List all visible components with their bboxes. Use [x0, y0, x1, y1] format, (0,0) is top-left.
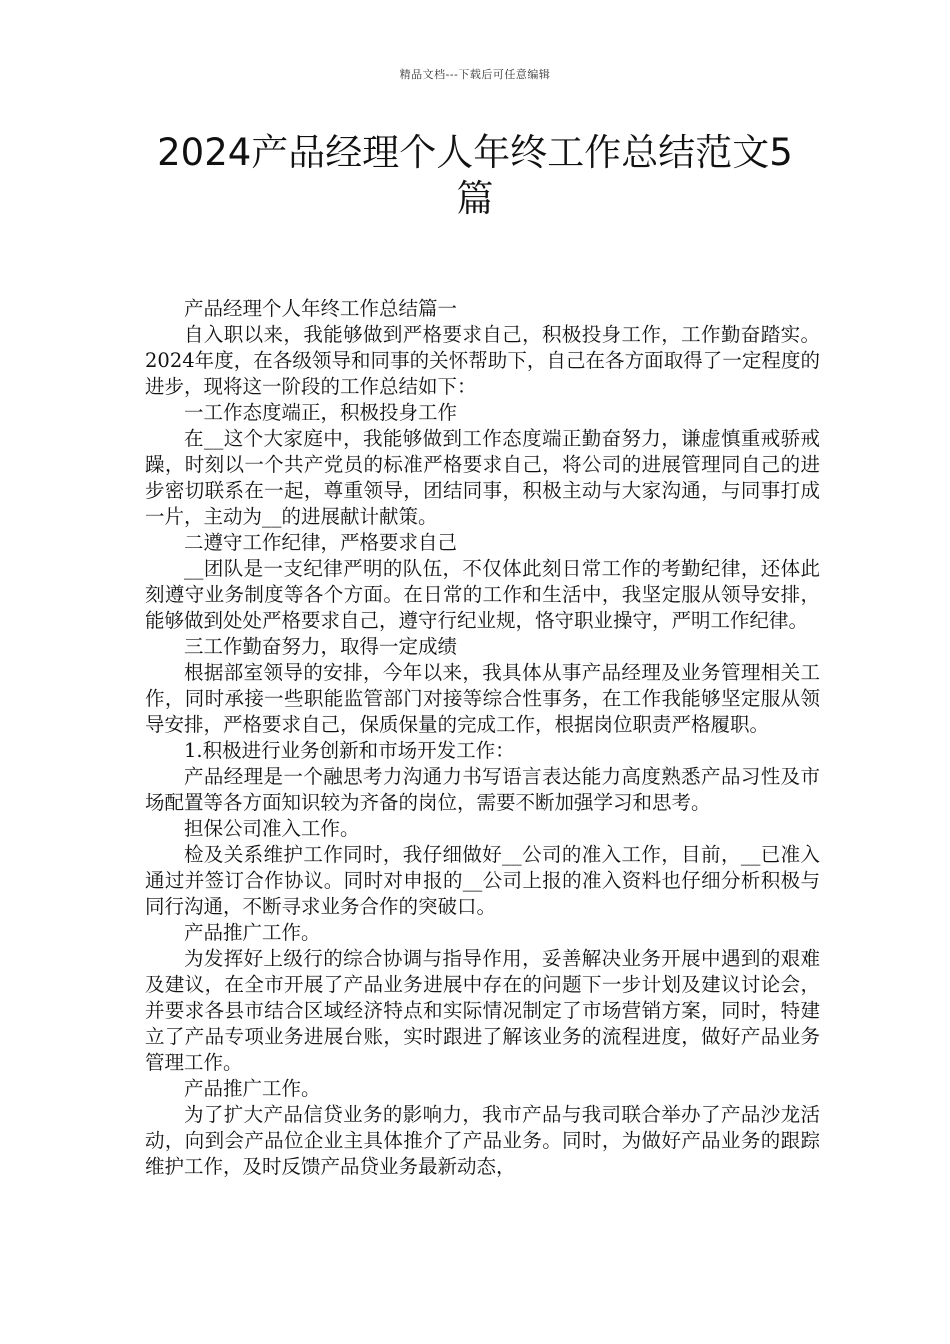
- paragraph: 为了扩大产品信贷业务的影响力，我市产品与我司联合举办了产品沙龙活动，向到会产品位企业主具体推介了产品业务。同时，为做好产品业务的跟踪维护工作，及时反馈产品贷业务最新动态，: [145, 1103, 820, 1178]
- subsection-heading: 产品推广工作。: [184, 1077, 321, 1100]
- subsection-heading: 1.积极进行业务创新和市场开发工作：: [184, 739, 515, 762]
- title-line-2: 篇: [456, 177, 494, 220]
- section-heading: 一工作态度端正，积极投身工作: [184, 401, 458, 424]
- section-heading: 二遵守工作纪律，严格要求自己: [184, 531, 458, 554]
- document-title: [140, 130, 810, 222]
- subsection-heading: 产品推广工作。: [184, 921, 321, 944]
- paragraph: 根据部室领导的安排，今年以来，我具体从事产品经理及业务管理相关工作，同时承接一些职能监管部门对接等综合性事务，在工作我能够坚定服从领导安排，严格要求自己，保质保量的完成工作，根据岗位职责严格履职。: [145, 661, 820, 736]
- paragraph: 产品经理是一个融思考力沟通力书写语言表达能力高度熟悉产品习性及市场配置等各方面知识较为齐备的岗位，需要不断加强学习和思考。: [145, 765, 820, 814]
- paragraph: 为发挥好上级行的综合协调与指导作用，妥善解决业务开展中遇到的艰难及建议，在全市开展了产品业务进展中存在的问题下一步计划及建议讨论会，并要求各县市结合区域经济特点和实际情况制定了市场营销方案，同时，特建立了产品专项业务进展台账，实时跟进了解该业务的流程进度，做好产品业务管理工作。: [145, 947, 820, 1074]
- subsection-heading: 担保公司准入工作。: [184, 817, 360, 840]
- section-heading: 三工作勤奋努力，取得一定成绩: [184, 635, 458, 658]
- title-line-1: 2024产品经理个人年终工作总结范文5: [157, 131, 793, 174]
- paragraph: 检及关系维护工作同时，我仔细做好__公司的准入工作，目前，__已准入通过并签订合作协议。同时对申报的__公司上报的准入资料也仔细分析积极与同行沟通，不断寻求业务合作的突破口。: [145, 843, 820, 918]
- paragraph: __团队是一支纪律严明的队伍，不仅体此刻日常工作的考勤纪律，还体此刻遵守业务制度等各个方面。在日常的工作和生活中，我坚定服从领导安排，能够做到处处严格要求自己，遵守行纪业规，恪守职业操守，严明工作纪律。: [145, 557, 820, 632]
- paragraph: 在__这个大家庭中，我能够做到工作态度端正勤奋努力，谦虚慎重戒骄戒躁，时刻以一个共产党员的标准严格要求自己，将公司的进展管理同自己的进步密切联系在一起，尊重领导，团结同事，积极主动与大家沟通，与同事打成一片，主动为__的进展献计献策。: [145, 427, 820, 528]
- paragraph: 自入职以来，我能够做到严格要求自己，积极投身工作，工作勤奋踏实。2024年度，在各级领导和同事的关怀帮助下，自己在各方面取得了一定程度的进步，现将这一阶段的工作总结如下：: [145, 323, 820, 398]
- page-header-note: 精品文档---下载后可任意编辑: [399, 68, 551, 81]
- document-body: [145, 296, 820, 1180]
- section-heading: 产品经理个人年终工作总结篇一: [184, 297, 458, 320]
